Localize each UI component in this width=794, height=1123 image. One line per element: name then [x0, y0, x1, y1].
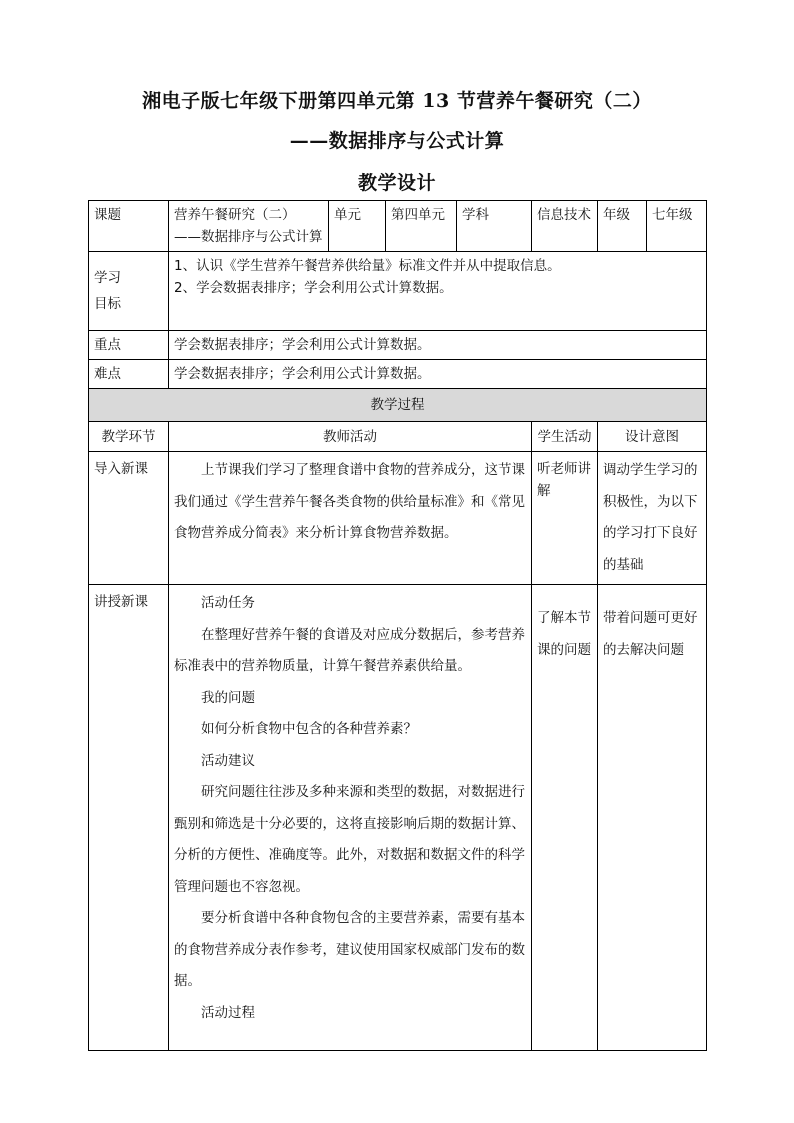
unit-value: 第四单元: [386, 201, 457, 252]
new-lesson-row: [89, 585, 707, 1051]
grade-label: 年级: [598, 201, 647, 252]
subject-value: 信息技术: [532, 201, 598, 252]
objective-item: 2、学会数据表排序；学会利用公式计算数据。: [174, 280, 453, 296]
teacher-heading: 活动建议: [201, 752, 255, 769]
process-header-row: [89, 389, 707, 422]
process-columns-row: [89, 422, 707, 452]
intro-teacher-text: 上节课我们学习了整理食谱中食物的营养成分，这节课我们通过《学生营养午餐各类食物的供给量标准》和《常见食物营养成分简表》来分析计算食物营养数据。: [174, 462, 525, 541]
column-teacher: 教师活动: [169, 422, 532, 452]
new-lesson-intent-text: 带着问题可更好的去解决问题: [603, 610, 698, 658]
new-lesson-teacher: [169, 585, 532, 1051]
document-title: 湘电子版七年级下册第四单元第 13 节营养午餐研究（二）: [142, 90, 652, 112]
document-heading: 教学设计: [357, 172, 436, 194]
difficulty-text: 学会数据表排序；学会利用公式计算数据。: [169, 360, 707, 389]
subject-label: 学科: [457, 201, 532, 252]
process-header: 教学过程: [89, 389, 707, 422]
lesson-plan-table: [88, 200, 707, 1051]
new-lesson-student-text: 了解本节课的问题: [537, 610, 591, 658]
teacher-paragraph: 要分析食谱中各种食物包含的主要营养素，需要有基本的食物营养成分表作参考，建议使用国家权威部门发布的数据。: [174, 910, 525, 989]
key-point-text: 学会数据表排序；学会利用公式计算数据。: [169, 331, 707, 360]
unit-label: 单元: [329, 201, 386, 252]
teacher-paragraph: 研究问题往往涉及多种来源和类型的数据，对数据进行甄别和筛选是十分必要的，这将直接影响后期的数据计算、分析的方便性、准确度等。此外，对数据和数据文件的科学管理问题也不容忽视。: [174, 784, 525, 895]
new-lesson-stage: 讲授新课: [89, 585, 169, 1051]
document-subtitle: ——数据排序与公式计算: [289, 130, 505, 152]
objectives-content: [169, 252, 707, 331]
objectives-label: 学习 目标: [89, 252, 169, 331]
new-lesson-student: [532, 585, 598, 1051]
grade-value: 七年级: [647, 201, 707, 252]
teacher-heading: 活动任务: [201, 595, 255, 611]
new-lesson-intent: [598, 585, 707, 1051]
key-point-row: [89, 331, 707, 360]
objectives-row: [89, 252, 707, 331]
intro-stage: 导入新课: [89, 452, 169, 585]
teacher-paragraph: 在整理好营养午餐的食谱及对应成分数据后，参考营养标准表中的营养物质量，计算午餐营养素供给量。: [174, 626, 525, 674]
difficulty-label: 难点: [89, 360, 169, 389]
lesson-title-line1: 营养午餐研究（二）: [174, 207, 296, 223]
teacher-heading: 我的问题: [201, 689, 255, 706]
teacher-heading: 活动过程: [201, 1004, 255, 1021]
column-stage: 教学环节: [89, 422, 169, 452]
info-row: [89, 201, 707, 252]
intro-student: 听老师讲解: [532, 452, 598, 585]
lesson-label: 课题: [89, 201, 169, 252]
intro-intent-text: 调动学生学习的积极性，为以下的学习打下良好的基础: [603, 462, 698, 573]
teacher-paragraph: 如何分析食物中包含的各种营养素？: [201, 721, 417, 737]
lesson-title: [169, 201, 329, 252]
column-intent: 设计意图: [598, 422, 707, 452]
intro-row: [89, 452, 707, 585]
intro-intent: [598, 452, 707, 585]
objective-item: 1、认识《学生营养午餐营养供给量》标准文件并从中提取信息。: [174, 258, 561, 274]
intro-teacher: [169, 452, 532, 585]
column-student-cell: 学生活动: [532, 422, 598, 452]
key-point-label: 重点: [89, 331, 169, 360]
difficulty-row: [89, 360, 707, 389]
lesson-title-line2: ——数据排序与公式计算: [174, 229, 323, 245]
